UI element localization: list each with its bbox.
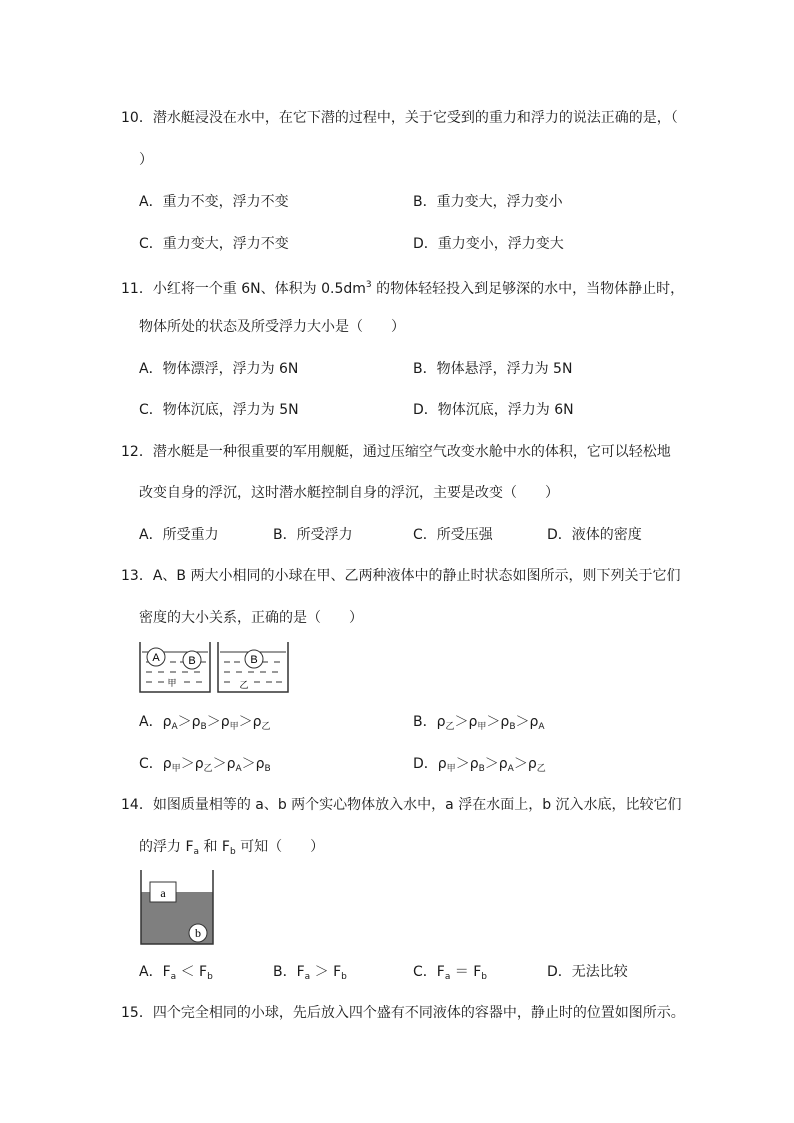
- q13-option-prefix: B．: [413, 714, 437, 730]
- q14-option-b: [273, 963, 347, 986]
- q13-option-prefix: C．: [139, 756, 163, 772]
- q14-stem-cont: [139, 838, 324, 861]
- q14-option-a: [139, 963, 213, 986]
- density-subscript: 乙: [203, 764, 213, 774]
- density-subscript: A: [171, 722, 178, 732]
- relation-sign: ＞: [513, 756, 528, 772]
- q11-stem-cont: 物体所处的状态及所受浮力大小是（ ）: [139, 319, 405, 335]
- q13-option-d: [413, 755, 546, 778]
- density-symbol: ρ: [436, 714, 446, 730]
- q14-cont-c: 可知（ ）: [235, 839, 325, 855]
- q10-option-c: C．重力变大，浮力不变: [139, 236, 289, 252]
- liquid-2-label: 乙: [239, 681, 249, 691]
- density-subscript: 乙: [261, 722, 271, 732]
- q14-figure: [138, 870, 216, 946]
- q13-option-a: [139, 713, 271, 736]
- density-subscript: A: [507, 764, 514, 774]
- q11-stem-a: 11．小红将一个重 6N、体积为 0.5dm: [121, 281, 366, 297]
- relation-sign: ＞: [486, 714, 501, 730]
- q15-stem: 15．四个完全相同的小球，先后放入四个盛有不同液体的容器中，静止时的位置如图所示。: [121, 1005, 685, 1021]
- relation-sign: ＞: [455, 756, 470, 772]
- density-subscript: 甲: [171, 764, 181, 774]
- q14-b-rel: ＞ F: [310, 964, 342, 980]
- ball-b-label: b: [195, 926, 201, 940]
- q13-option-c: [139, 755, 271, 778]
- q13-stem: 13．A、B 两大小相同的小球在甲、乙两种液体中的静止时状态如图所示，则下列关于它们: [121, 568, 681, 584]
- density-symbol: ρ: [500, 714, 510, 730]
- relation-sign: ＞: [212, 756, 227, 772]
- density-symbol: ρ: [498, 756, 508, 772]
- ball-a-label: A: [152, 652, 160, 664]
- ball-b2-label: B: [250, 654, 258, 666]
- q11-option-a: A．物体漂浮，浮力为 6N: [139, 361, 299, 377]
- q10-stem-cont: ）: [139, 152, 153, 168]
- relation-sign: ＞: [241, 756, 256, 772]
- q12-stem-cont: 改变自身的浮沉，这时潜水艇控制自身的浮沉，主要是改变（ ）: [139, 485, 559, 501]
- density-subscript: B: [509, 722, 516, 732]
- q12-option-a: A．所受重力: [139, 527, 219, 543]
- q11-option-b: B．物体悬浮，浮力为 5N: [413, 361, 573, 377]
- q14-a-sub2: b: [207, 972, 213, 982]
- q10-option-d: D．重力变小，浮力变大: [413, 236, 564, 252]
- relation-sign: ＞: [206, 714, 221, 730]
- q11-option-d: D．物体沉底，浮力为 6N: [413, 402, 574, 418]
- density-symbol: ρ: [469, 756, 479, 772]
- q14-cont-a: 的浮力 F: [139, 839, 194, 855]
- q12-option-c: C．所受压强: [413, 527, 493, 543]
- q14-stem: 14．如图质量相等的 a、b 两个实心物体放入水中，a 浮在水面上，b 沉入水底，比较它们: [121, 797, 682, 813]
- q10-option-a: A．重力不变，浮力不变: [139, 194, 289, 210]
- q14-cont-b: 和 F: [199, 839, 230, 855]
- relation-sign: ＞: [180, 756, 195, 772]
- q14-b-sub2: b: [341, 972, 347, 982]
- relation-sign: ＞: [515, 714, 530, 730]
- density-symbol: ρ: [194, 756, 204, 772]
- density-symbol: ρ: [529, 714, 539, 730]
- q12-option-d: D．液体的密度: [547, 527, 642, 543]
- density-subscript: 乙: [445, 722, 455, 732]
- density-subscript: 甲: [477, 722, 487, 732]
- density-subscript: A: [235, 764, 242, 774]
- q13-stem-cont: 密度的大小关系，正确的是（ ）: [139, 610, 363, 626]
- relation-sign: ＞: [238, 714, 253, 730]
- q13-figure: [136, 640, 292, 696]
- q13-option-b: [413, 713, 545, 736]
- q14-option-d: D．无法比较: [547, 964, 628, 980]
- q14-c-prefix: C．F: [413, 964, 445, 980]
- density-symbol: ρ: [255, 756, 265, 772]
- density-subscript: B: [478, 764, 485, 774]
- ball-b1-label: B: [188, 655, 196, 667]
- density-subscript: 乙: [536, 764, 546, 774]
- q10-stem: 10．潜水艇浸没在水中，在它下潜的过程中，关于它受到的重力和浮力的说法正确的是，（: [121, 110, 678, 126]
- q11-stem-b: 的物体轻轻投入到足够深的水中，当物体静止时，: [371, 281, 685, 297]
- relation-sign: ＞: [454, 714, 469, 730]
- q14-c-rel: ＝ F: [450, 964, 482, 980]
- q14-b-sub1: a: [304, 972, 311, 982]
- density-subscript: B: [264, 764, 271, 774]
- density-subscript: 甲: [446, 764, 456, 774]
- q13-option-prefix: A．: [139, 714, 163, 730]
- q11-option-c: C．物体沉底，浮力为 5N: [139, 402, 299, 418]
- density-symbol: ρ: [162, 714, 172, 730]
- q12-stem: 12．潜水艇是一种很重要的军用舰艇，通过压缩空气改变水舱中水的体积，它可以轻松地: [121, 444, 671, 460]
- q14-c-sub1: a: [444, 972, 451, 982]
- density-subscript: B: [200, 722, 207, 732]
- density-symbol: ρ: [191, 714, 201, 730]
- density-symbol: ρ: [437, 756, 447, 772]
- q14-a-sub1: a: [170, 972, 177, 982]
- density-symbol: ρ: [527, 756, 537, 772]
- block-a-label: a: [160, 886, 166, 900]
- q14-a-prefix: A．F: [139, 964, 171, 980]
- q11-stem-sup: 3: [365, 280, 372, 290]
- q11-stem: [121, 276, 684, 298]
- relation-sign: ＞: [177, 714, 192, 730]
- q14-c-sub2: b: [481, 972, 488, 982]
- liquid-1-label: 甲: [167, 679, 177, 689]
- q14-a-rel: ＜ F: [176, 964, 208, 980]
- q10-option-b: B．重力变大，浮力变小: [413, 194, 563, 210]
- density-symbol: ρ: [220, 714, 230, 730]
- q14-cont-sub2: b: [229, 847, 236, 857]
- density-symbol: ρ: [226, 756, 236, 772]
- q14-b-prefix: B．F: [273, 964, 305, 980]
- q12-option-b: B．所受浮力: [273, 527, 353, 543]
- density-symbol: ρ: [468, 714, 478, 730]
- q13-option-prefix: D．: [413, 756, 438, 772]
- density-subscript: 甲: [229, 722, 239, 732]
- density-symbol: ρ: [252, 714, 262, 730]
- q14-option-c: [413, 963, 487, 986]
- q14-cont-sub1: a: [193, 847, 200, 857]
- relation-sign: ＞: [484, 756, 499, 772]
- density-subscript: A: [538, 722, 545, 732]
- density-symbol: ρ: [162, 756, 172, 772]
